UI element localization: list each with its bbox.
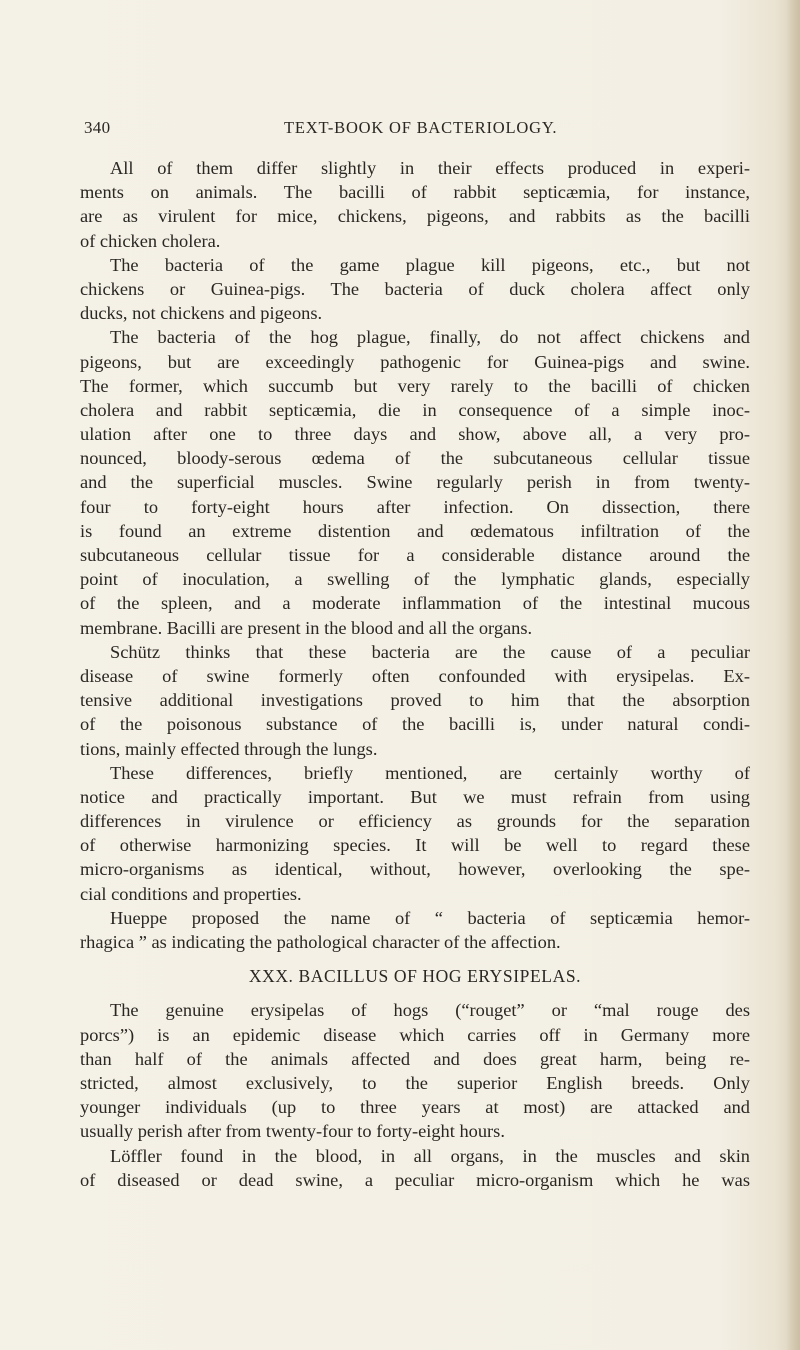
text-line: membrane. Bacilli are present in the blood and all the organs. — [80, 617, 533, 638]
text-line: pigeons, but are exceedingly pathogenic for Guinea-pigs and swine. — [80, 351, 750, 372]
text-line: nounced, bloody-serous œdema of the subcutaneous cellular tissue — [80, 448, 750, 469]
paragraph — [80, 156, 750, 253]
paragraph — [80, 761, 750, 906]
text-line: tions, mainly effected through the lungs. — [80, 738, 378, 759]
text-line: subcutaneous cellular tissue for a considerable distance around the — [80, 545, 750, 565]
text-line: Löffler found in the blood, in all organs, in the muscles and skin — [110, 1145, 750, 1166]
text-line: of diseased or dead swine, a peculiar micro-organism which he was — [80, 1169, 750, 1190]
paragraph — [80, 1144, 750, 1192]
text-line: point of inoculation, a swelling of the lymphatic glands, especially — [80, 569, 750, 590]
text-line: younger individuals (up to three years at most) are attacked and — [80, 1097, 750, 1118]
text-line: is found an extreme distention and œdematous infiltration of the — [80, 520, 750, 541]
text-line: chickens or Guinea-pigs. The bacteria of duck cholera affect only — [80, 278, 750, 299]
text-line: porcs”) is an epidemic disease which carries off in Germany more — [80, 1024, 750, 1045]
text-line: usually perish after from twenty-four to forty-eight hours. — [80, 1121, 505, 1142]
page-edge-shadow — [786, 0, 800, 1350]
text-line: The genuine erysipelas of hogs (“rouget” or “mal rouge des — [110, 1000, 750, 1021]
paragraph — [80, 640, 750, 761]
page-number: 340 — [84, 118, 111, 137]
text-line: tensive additional investigations proved to him that the absorption — [80, 690, 750, 711]
text-line: micro-organisms as identical, without, however, overlooking the spe- — [80, 859, 750, 880]
text-line: rhagica ” as indicating the pathological character of the affection. — [80, 932, 561, 952]
text-line: notice and practically important. But we must refrain from using — [80, 786, 750, 807]
text-line: cholera and rabbit septicæmia, die in consequence of a simple inoc- — [80, 399, 750, 420]
text-line: of chicken cholera. — [80, 230, 221, 251]
text-line: cial conditions and properties. — [80, 883, 302, 904]
text-line: The bacteria of the game plague kill pigeons, etc., but not — [110, 254, 750, 275]
paragraph — [80, 253, 750, 326]
text-line: Hueppe proposed the name of “ bacteria of septicæmia hemor- — [110, 907, 750, 928]
text-line: ments on animals. The bacilli of rabbit septicæmia, for instance, — [80, 182, 750, 203]
paragraph — [80, 906, 750, 954]
text-line: and the superficial muscles. Swine regularly perish in from twenty- — [80, 472, 750, 493]
text-line: ducks, not chickens and pigeons. — [80, 303, 323, 324]
body-text — [80, 156, 750, 1192]
paragraph — [80, 325, 750, 639]
text-line: The bacteria of the hog plague, finally, do not affect chickens and — [110, 327, 750, 348]
text-line: disease of swine formerly often confounded with erysipelas. Ex- — [80, 665, 750, 686]
text-line: stricted, almost exclusively, to the superior English breeds. Only — [80, 1072, 750, 1093]
text-line: of the poisonous substance of the bacilli is, under natural condi- — [80, 714, 750, 735]
section-heading: XXX. BACILLUS OF HOG ERYSIPELAS. — [248, 966, 582, 987]
text-line: are as virulent for mice, chickens, pigeons, and rabbits as the bacilli — [80, 206, 750, 227]
text-line: These differences, briefly mentioned, are certainly worthy of — [110, 762, 750, 783]
text-line: ulation after one to three days and show, above all, a very pro- — [80, 424, 750, 445]
text-line: of otherwise harmonizing species. It will be well to regard these — [80, 835, 750, 856]
paragraph — [80, 998, 750, 1143]
text-line: of the spleen, and a moderate inflammation of the intestinal mucous — [80, 593, 750, 614]
running-head: TEXT-BOOK OF BACTERIOLOGY. — [284, 118, 558, 137]
page-header — [84, 118, 744, 142]
text-line: The former, which succumb but very rarely to the bacilli of chicken — [80, 375, 750, 396]
text-line: All of them differ slightly in their effects produced in experi- — [110, 158, 750, 178]
text-line: Schütz thinks that these bacteria are the cause of a peculiar — [110, 641, 750, 662]
text-line: four to forty-eight hours after infection. On dissection, there — [80, 496, 750, 517]
text-line: than half of the animals affected and does great harm, being re- — [80, 1048, 750, 1069]
text-line: differences in virulence or efficiency as grounds for the separation — [80, 811, 750, 832]
